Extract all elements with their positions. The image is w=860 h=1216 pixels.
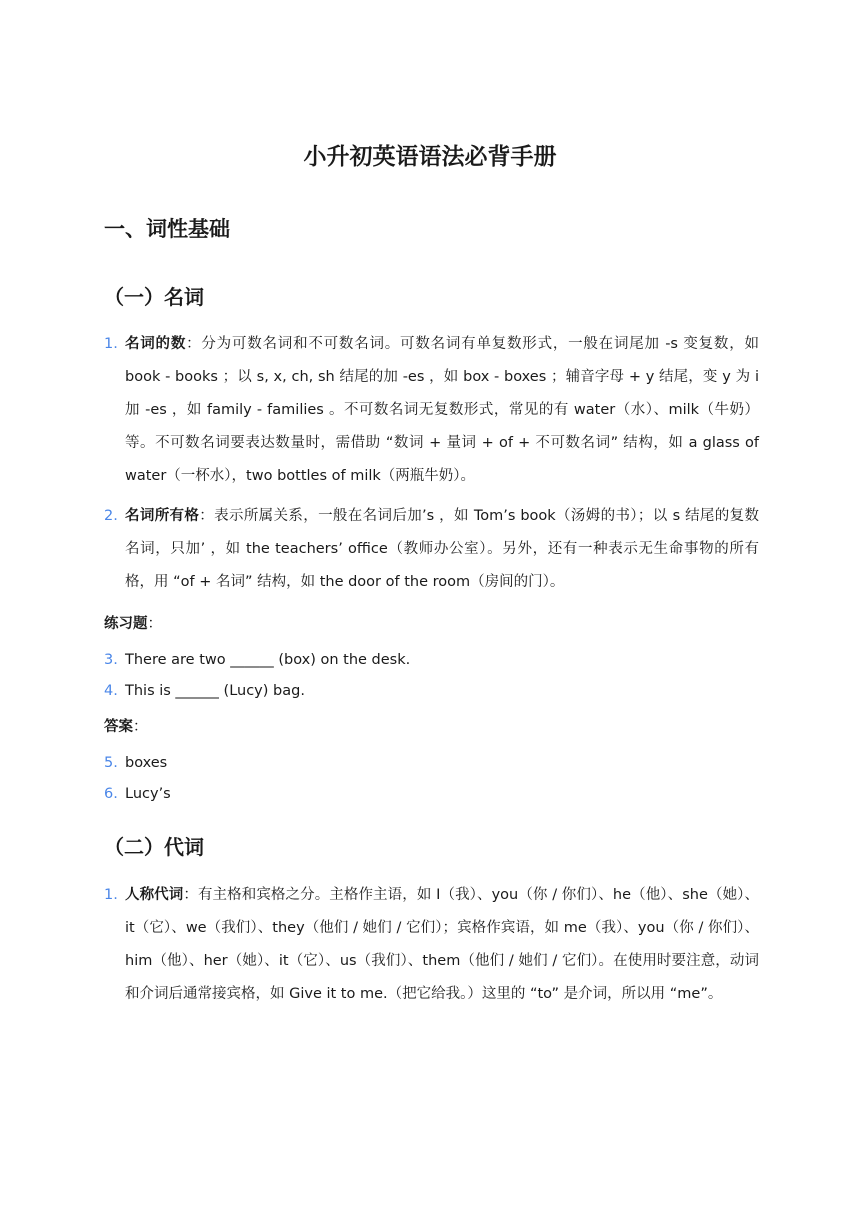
list-item-noun-number: [104, 328, 759, 493]
answer-item: [104, 782, 171, 806]
list-number: 3.: [104, 652, 118, 668]
list-item-noun-possessive: [104, 500, 759, 599]
exercise-label: 练习题：: [104, 616, 162, 632]
list-item-personal-pronouns: [104, 879, 759, 1011]
list-number: 2.: [104, 508, 118, 524]
exercise-text: There are two ______ (box) on the desk.: [125, 652, 411, 668]
answer-item: [104, 751, 167, 775]
list-number: 5.: [104, 755, 118, 771]
exercise-text: This is ______ (Lucy) bag.: [125, 683, 305, 699]
answer-text: boxes: [125, 755, 168, 771]
term-label: 名词的数: [125, 336, 187, 352]
answer-label: 答案：: [104, 719, 148, 735]
subsection-heading-pronouns: （二）代词: [104, 835, 204, 859]
list-number: 1.: [104, 336, 118, 352]
term-label: 名词所有格: [125, 508, 200, 524]
document-title: 小升初英语语法必背手册: [303, 144, 557, 170]
list-number: 6.: [104, 786, 118, 802]
subsection-heading-nouns: （一）名词: [104, 285, 204, 309]
list-item-body: [125, 879, 759, 1011]
answer-text: Lucy’s: [125, 786, 171, 802]
list-item-body: [125, 500, 759, 599]
list-item-body: [125, 328, 759, 493]
list-number: 4.: [104, 683, 118, 699]
exercise-item: [104, 679, 305, 703]
section-heading-word-classes: 一、词性基础: [104, 217, 230, 241]
term-description: ：表示所属关系，一般在名词后加’s ，如 Tom’s book（汤姆的书）；以 s 结尾的复数名词，只加’ ，如 the teachers’ office（教师办公室）。另外，还有一种表示无生命事物的所有格，用 “of + 名词” 结构，如 the door of the room（房间的门）。: [125, 508, 759, 590]
exercise-item: [104, 648, 410, 672]
term-description: ：有主格和宾格之分。主格作主语，如 I（我）、you（你 / 你们）、he（他）、she（她）、it（它）、we（我们）、they（他们 / 她们 / 它们）；宾格作宾语，如 me（我）、you（你 / 你们）、him（他）、her（她）、it（它）、us（我们）、them（他们 / 她们 / 它们）。在使用时要注意，动词和介词后通常接宾格，如 Give it to me.（把它给我。）这里的 “to” 是介词，所以用 “me”。: [125, 887, 760, 1002]
term-label: 人称代词: [125, 887, 184, 903]
term-description: ：分为可数名词和不可数名词。可数名词有单复数形式，一般在词尾加 -s 变复数，如 book - books ；以 s, x, ch, sh 结尾的加 -es ，如 box - boxes ；辅音字母 + y 结尾，变 y 为 i 加 -es ，如 family - families 。不可数名词无复数形式，常见的有 water（水）、milk（牛奶）等。不可数名词要表达数量时，需借助 “数词 + 量词 + of + 不可数名词” 结构，如 a glass of water（一杯水），two bottles of milk（两瓶牛奶）。: [125, 336, 759, 484]
list-number: 1.: [104, 887, 118, 903]
